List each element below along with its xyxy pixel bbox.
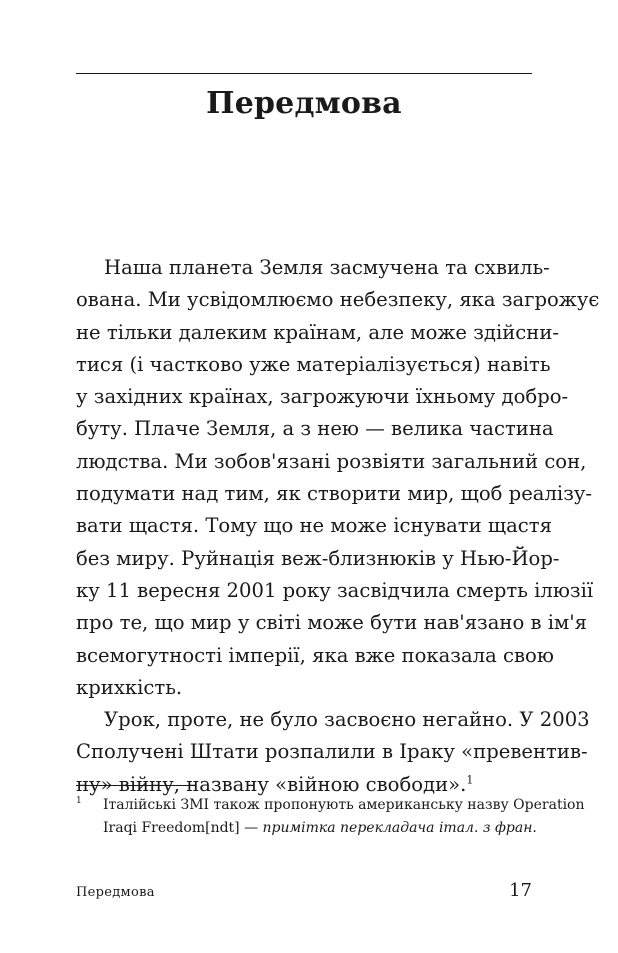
paragraph-line: вати щастя. Тому що не може існувати щастя — [76, 514, 552, 538]
body-text — [76, 252, 600, 801]
paragraph-line: Сполучені Штати розпалили в Іраку «превентив- — [76, 740, 588, 764]
footnote-text: Iraqi Freedom[ndt] — — [103, 820, 263, 836]
paragraph-line: Наша планета Земля засмучена та схвиль- — [104, 256, 550, 279]
paragraph-line: подумати над тим, як створити мир, щоб реалізу- — [76, 482, 593, 506]
chapter-title: Передмова — [206, 86, 402, 121]
paragraph-line: про те, що мир у світі може бути нав'язано в ім'я — [76, 611, 588, 635]
footnote — [76, 794, 585, 840]
paragraph-line: без миру. Руйнація веж-близнюків у Нью-Йор- — [76, 546, 560, 570]
paragraph-line: буту. Плаче Земля, а з нею — велика частина — [76, 417, 554, 441]
paragraph-line: не тільки далеким країнам, але може здійсни- — [76, 320, 560, 344]
translator-note: примітка перекладача італ. з фран. — [262, 820, 537, 836]
paragraph-line: всемогутності імперії, яка вже показала свою — [76, 643, 554, 667]
paragraph-line: тися (і частково уже матеріалізується) навіть — [76, 352, 551, 376]
paragraph-line: Урок, проте, не було засвоєно негайно. У 2003 — [104, 708, 590, 732]
header-rule — [76, 73, 532, 74]
footnote-reference[interactable]: 1 — [466, 773, 474, 787]
page-number: 17 — [509, 880, 532, 901]
footnote-line: Італійські ЗМІ також пропонують американську назву Operation — [103, 797, 585, 813]
paragraph-line: у західних країнах, загрожуючи їхньому добро- — [76, 385, 569, 409]
footnote-rule — [76, 785, 194, 786]
paragraph-line-text: ну» війну, названу «війною свободи». — [76, 772, 467, 796]
paragraph-line: ована. Ми усвідомлюємо небезпеку, яка загрожує — [76, 288, 600, 312]
paragraph-line: людства. Ми зобов'язані розвіяти загальний сон, — [76, 449, 587, 473]
paragraph-line: крихкість. — [76, 675, 183, 699]
running-footer: Передмова — [76, 885, 155, 900]
footnote-line — [103, 817, 537, 840]
paragraph-line: ку 11 вересня 2001 року засвідчила смерть ілюзії — [76, 578, 594, 602]
footnote-marker: 1 — [76, 796, 82, 806]
